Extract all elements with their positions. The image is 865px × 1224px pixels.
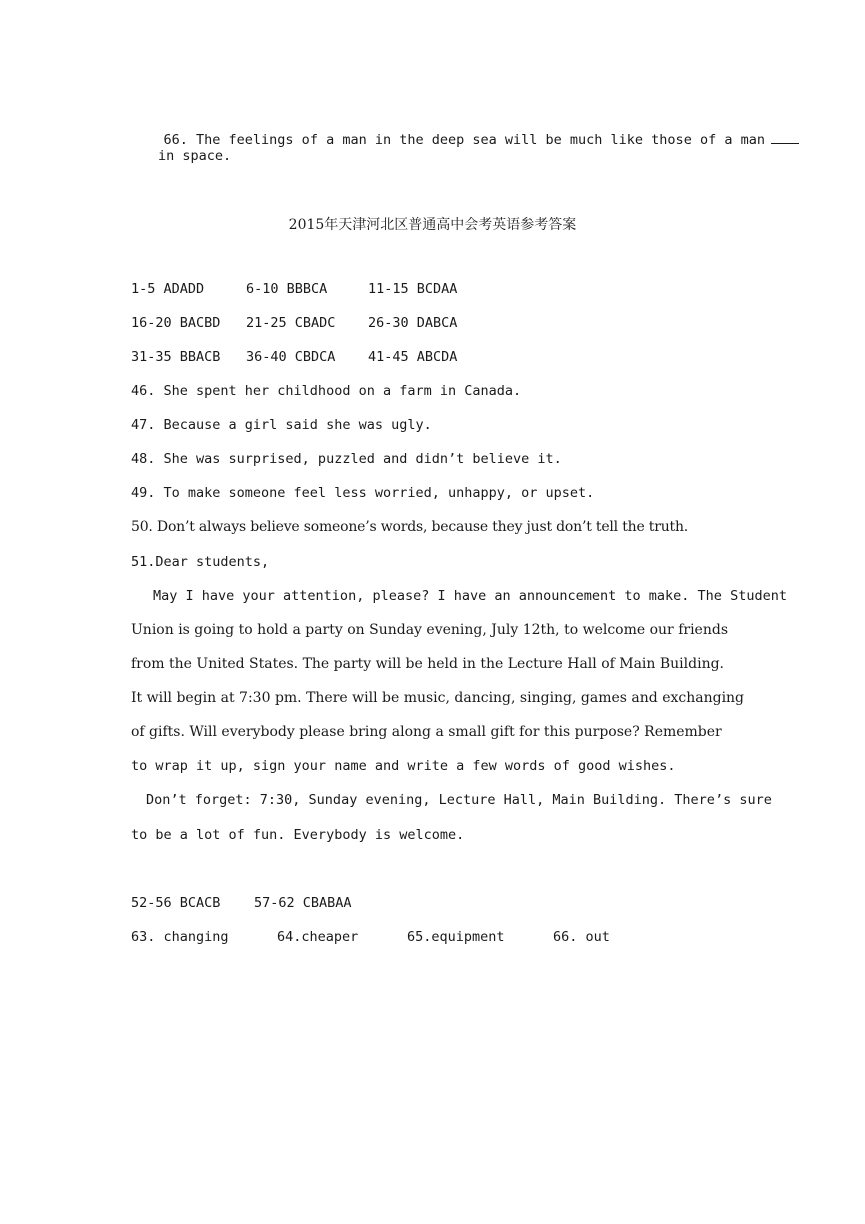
answer-blank bbox=[771, 131, 799, 144]
word-answer: 63. changing bbox=[131, 929, 229, 945]
mc-answer: 1-5 ADADD bbox=[131, 281, 205, 297]
question-66 bbox=[131, 113, 799, 167]
mc-answer: 36-40 CBDCA bbox=[246, 349, 336, 365]
essay-line: It will begin at 7:30 pm. There will be music, dancing, singing, games and exchanging bbox=[131, 690, 745, 706]
essay-line: Don’t forget: 7:30, Sunday evening, Lecture Hall, Main Building. There’s sure bbox=[146, 792, 772, 808]
question-66-continuation: in space. bbox=[158, 148, 232, 164]
mc-answer: 41-45 ABCDA bbox=[368, 349, 458, 365]
mc-answer: 31-35 BBACB bbox=[131, 349, 221, 365]
mc-answer: 16-20 BACBD bbox=[131, 315, 221, 331]
answer-47: 47. Because a girl said she was ugly. bbox=[131, 417, 432, 433]
answer-49: 49. To make someone feel less worried, unhappy, or upset. bbox=[131, 485, 595, 501]
word-answer: 66. out bbox=[553, 929, 610, 945]
mc-answer: 11-15 BCDAA bbox=[368, 281, 458, 297]
answer-50: 50. Don’t always believe someone’s words, because they just don’t tell the truth. bbox=[131, 519, 689, 535]
word-answer: 65.equipment bbox=[407, 929, 505, 945]
essay-line: from the United States. The party will be held in the Lecture Hall of Main Building. bbox=[131, 656, 725, 672]
mc-answer: 52-56 BCACB bbox=[131, 895, 221, 911]
essay-header: 51.Dear students, bbox=[131, 554, 270, 570]
word-answer: 64.cheaper bbox=[277, 929, 359, 945]
question-66-text: 66. The feelings of a man in the deep sea will be much like those of a man bbox=[163, 132, 765, 148]
page-title: 2015年天津河北区普通高中会考英语参考答案 bbox=[288, 217, 577, 233]
essay-line: of gifts. Will everybody please bring along a small gift for this purpose? Remember bbox=[131, 724, 722, 740]
mc-answer: 26-30 DABCA bbox=[368, 315, 458, 331]
mc-answer: 21-25 CBADC bbox=[246, 315, 336, 331]
mc-answer: 57-62 CBABAA bbox=[254, 895, 352, 911]
essay-line: Union is going to hold a party on Sunday evening, July 12th, to welcome our friends bbox=[131, 622, 729, 638]
essay-line: May I have your attention, please? I have an announcement to make. The Student bbox=[153, 588, 787, 604]
mc-answer: 6-10 BBBCA bbox=[246, 281, 328, 297]
essay-line: to be a lot of fun. Everybody is welcome. bbox=[131, 827, 465, 843]
essay-line: to wrap it up, sign your name and write a few words of good wishes. bbox=[131, 758, 676, 774]
answer-48: 48. She was surprised, puzzled and didn’t believe it. bbox=[131, 451, 562, 467]
answer-46: 46. She spent her childhood on a farm in Canada. bbox=[131, 383, 522, 399]
